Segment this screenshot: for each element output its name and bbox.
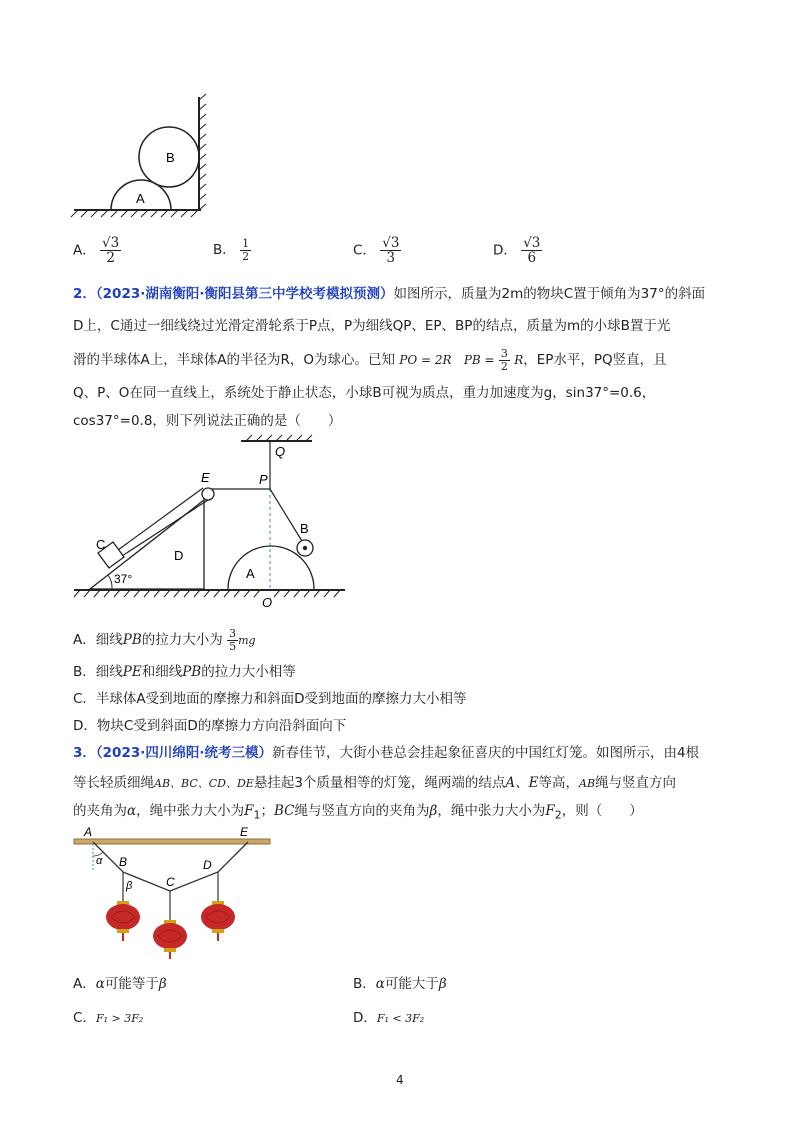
q3-option-d[interactable]: D．F₁ < 3F₂ (353, 1010, 425, 1026)
q3-label-b: B (119, 855, 128, 869)
q3-label-d: D (203, 858, 212, 872)
q2-option-c[interactable]: C．半球体A受到地面的摩擦力和斜面D受到地面的摩擦力大小相等 (73, 691, 467, 707)
q1-option-b[interactable]: B． $\frac{1}{2}$ (213, 237, 250, 263)
q3-line2: 等长轻质细绳AB、BC、CD、DE悬挂起3个质量相等的灯笼，绳两端的结点A、E等高，AB绳与竖直方向 (73, 775, 677, 791)
q3-label-a: A (84, 825, 93, 839)
q2-label-q: Q (275, 444, 286, 459)
q3-option-b[interactable]: B．α可能大于β (353, 976, 447, 992)
page-number: 4 (396, 1073, 404, 1087)
q2-label-angle: 37° (114, 572, 133, 586)
q2-line3: 滑的半球体A上，半球体A的半径为R，O为球心。已知 PO = 2R PB = $\frac{3}{2}$ R，EP水平，PQ竖直，且 (73, 347, 667, 373)
q2-label-a: A (246, 566, 255, 581)
q3-option-a[interactable]: A．α可能等于β (73, 976, 167, 992)
q2-option-a[interactable]: A．细线PB的拉力大小为 $\frac{3}{5}$ mg (73, 627, 256, 653)
q3-label-e: E (240, 825, 249, 839)
q2-option-b[interactable]: B．细线PE和细线PB的拉力大小相等 (73, 664, 296, 680)
q2-label-p: P (259, 472, 268, 487)
q3-line1: 3．（2023·四川绵阳·统考三模）新春佳节，大街小巷总会挂起象征喜庆的中国红灯笼。如图所示，由4根 (73, 745, 700, 761)
q3-line3: 的夹角为α，绳中张力大小为$F_1$；BC绳与竖直方向的夹角为β，绳中张力大小为$F_2$，则（ ） (73, 803, 643, 822)
q1-label-b: B (166, 150, 175, 165)
q1-option-a[interactable]: A． $\frac{√3}{2}$ (73, 235, 120, 267)
q2-label-e: E (201, 470, 210, 485)
q3-label-c: C (166, 875, 175, 889)
q2-label-b: B (300, 521, 309, 536)
q1-option-d[interactable]: D． $\frac{√3}{6}$ (493, 235, 541, 267)
q2-label-o: O (262, 595, 273, 610)
q3-option-c[interactable]: C．F₁ > 3F₂ (73, 1010, 144, 1026)
q2-line2: D上，C通过一细线绕过光滑定滑轮系于P点，P为细线QP、EP、BP的结点，质量为m的小球B置于光 (73, 318, 671, 334)
q2-line4: Q、P、O在同一直线上，系统处于静止状态，小球B可视为质点，重力加速度为g，sin37°=0.6， (73, 385, 656, 401)
q3-label-beta: β (126, 880, 133, 892)
q2-line5: cos37°=0.8，则下列说法正确的是（ ） (73, 413, 342, 429)
q3-label-alpha: α (96, 855, 103, 867)
q2-line1: 2．（2023·湖南衡阳·衡阳县第三中学校考模拟预测）如图所示，质量为2m的物块C置于倾角为37°的斜面 (73, 286, 706, 302)
q1-option-c[interactable]: C． $\frac{√3}{3}$ (353, 235, 400, 267)
q2-option-d[interactable]: D．物块C受到斜面D的摩擦力方向沿斜面向下 (73, 718, 347, 734)
q2-label-c: C (96, 537, 106, 552)
q2-label-d: D (174, 548, 184, 563)
q2-po-expr: PO = 2R (399, 353, 452, 368)
q1-label-a: A (136, 191, 145, 206)
